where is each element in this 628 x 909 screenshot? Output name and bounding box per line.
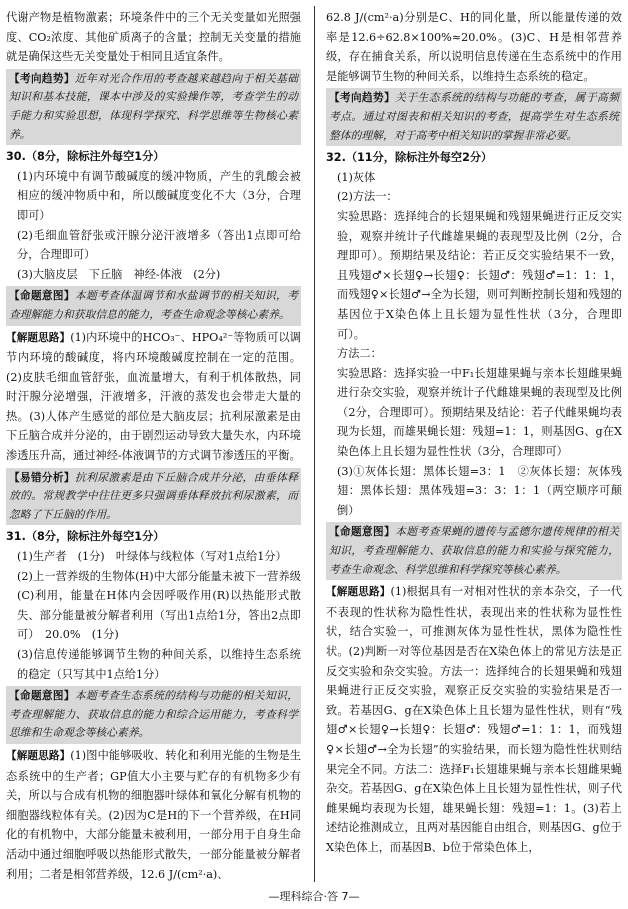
idea30-tag: 【解题思路】 [6,331,71,344]
q31-answer-3: (3)信息传递能够调节生物的种间关系，以维持生态系统的稳定（只写其中1点给1分） [17,648,301,681]
error-text: 抗利尿激素是由下丘脑合成并分泌，由垂体释放的。常规教学中往往更多只强调垂体释放抗利尿激素，而忽略了下丘脑的作用。 [9,470,298,521]
idea32-tag: 【解题思路】 [326,586,391,599]
idea32-text: (1)根据具有一对相对性状的亲本杂交，子一代不表现的性状称为隐性性状，表现出来的性状称为显性性状，结合实验一，可推测灰体为显性性状，黑体为隐性性状。(2)判断一对等位基因是否在X染色体上的常见方法是正反交实验和杂交实验。方法一：选择纯合的长翅果蝇和残翅果蝇进行正反交实验，观察正反交实验的实验结果是否一致。若基因G、g在X染色体上且长翅为显性性状，则有“残翅♂×长翅♀→长翅♀：长翅♂：残翅♂=1：1：1，而残翅♀×长翅♂→全为长翅”的实验结果，而长翅为隐性性状则结果完全不同。方法二：选择F₁长翅雄果蝇与亲本长翅雌果蝇杂交。若基因G、g在X染色体上且长翅为显性性状，则子代雌果蝇均表现为长翅，雄果蝇长翅：残翅=1：1。(3)若上述结论推测成立，且两对基因能自由组合，则基因G、g位于X染色体上，而基因B、b位于常染色体上， [326,585,622,854]
idea31 [6,746,301,884]
q32-heading: 32.（11分，除标注外每空2分） [326,151,493,165]
idea30-text: (1)内环境中的HCO₃⁻、HPO₄²⁻等物质可以调节内环境的酸碱度，将内环境酸碱度控制在一定的范围。(2)皮肤毛细血管舒张，血流量增大，有利于机体散热，同时汗腺分泌增强，汗液增多，汗液的蒸发也会带走大量的热。(3)人体产生感觉的部位是大脑皮层；抗利尿激素是由下丘脑合成并分泌的，由于剧烈运动导致大量失水，内环境渗透压升高，通过神经-体液调节的方式调节渗透压的平衡。 [6,330,301,463]
paragraph-continued: 62.8 J/(cm²·a)分别是C、H的同化量，所以能量传递的效率是12.6÷62.8×100%≈20.0%。(3)C、H是相邻营养级，存在捕食关系，所以说明信息传递在生态系统中的作用是能够调节生物的种间关系，以维持生态系统的稳定。 [326,11,622,83]
q31-answer-1: (1)生产者 (1分) 叶绿体与线粒体（写对1点给1分） [17,550,287,564]
idea31-tag: 【解题思路】 [6,749,71,762]
intent31-tag: 【命题意图】 [9,690,75,703]
q30-heading: 30.（8分，除标注外每空1分） [6,150,165,164]
error-tag: 【易错分析】 [9,471,75,484]
idea32 [326,582,622,857]
idea31-text: (1)图中能够吸收、转化和利用光能的生物是生态系统中的生产者；GP值大小主要与贮存的有机物多少有关，所以与合成有机物的细胞器叶绿体和氧化分解有机物的细胞器线粒体有关。(2)因为C是H的下一个营养级，在H同化的有机物中，大部分能量未被利用，一部分用于自身生命活动中通过细胞呼吸以热能形式散失，一部分能量被分解者利用；二者是相邻营养级，12.6 J/(cm²·a)、 [6,748,301,881]
method2-heading: 方法二： [337,347,382,361]
intent31-box [6,686,301,744]
intent32-tag: 【命题意图】 [329,526,396,539]
page-footer: —理科综合·答 7— [268,890,360,903]
error-analysis-box [6,468,301,526]
q32-answer-3: (3)①灰体长翅：黑体长翅=3：1 ②灰体长翅：灰体残翅：黑体长翅：黑体残翅=3：3：1：1（两空顺序可颠倒） [337,464,622,517]
q30-answer-3: (3)大脑皮层 下丘脑 神经-体液 (2分) [17,267,221,281]
trend2-box [326,88,622,146]
q32-answer-1: (1)灰体 [337,170,376,184]
left-column [6,8,301,884]
intent31-text: 本题考查生态系统的结构与功能的相关知识，考查理解能力、获取信息的能力和综合运用能力，考查科学思维和生命观念等核心素养。 [9,689,298,740]
intent30-tag: 【命题意图】 [9,290,75,303]
q31-heading: 31.（8分，除标注外每空1分） [6,530,165,544]
trend2-text: 关于生态系统的结构与功能的考查，属于高频考点。通过对图表和相关知识的考查，提高学生对生态系统整体的理解，对于高考中相关知识的掌握非常必要。 [329,91,620,142]
trend-box [6,69,301,145]
q31-answer-2: (2)上一营养级的生物体(H)中大部分能量未被下一营养级(C)利用，能量在H体内会因呼吸作用(R)以热能形式散失、部分能量被分解者利用（写出1点给1分，答出2点即可） 20.0% (1分) [17,569,301,642]
trend-tag: 【考向趋势】 [9,72,75,85]
intent30-text: 本题考查体温调节和水盐调节的相关知识，考查理解能力和获取信息的能力，考查生命观念等核心素养。 [9,289,298,321]
intent30-box [6,286,301,325]
q30-answer-1: (1)内环境中有调节酸碱度的缓冲物质，产生的乳酸会被相应的缓冲物质中和，所以酸碱度变化不大（3分，合理即可） [17,169,301,222]
method1-text: 实验思路：选择纯合的长翅果蝇和残翅果蝇进行正反交实验，观察并统计子代雌雄果蝇的表现型及比例（2分，合理即可）。预期结果及结论：若正反交实验结果不一致，且残翅♂×长翅♀→长翅♀：长翅♂：残翅♂=1：1：1，而残翅♀×长翅♂→全为长翅，则可判断控制长翅和残翅的基因位于X染色体上且长翅为显性性状（3分，合理即可）。 [337,209,622,341]
trend2-tag: 【考向趋势】 [329,92,396,105]
paragraph-intro: 代谢产物是植物激素；环境条件中的三个无关变量如光照强度、CO₂浓度、其他矿质离子的含量；控制无关变量的措施就是确保这些无关变量处于相同且适宜条件。 [6,11,301,64]
method2-text: 实验思路：选择实验一中F₁长翅雄果蝇与亲本长翅雌果蝇进行杂交实验，观察并统计子代雌雄果蝇的表现型及比例（2分，合理即可）。预期结果及结论：若子代雌果蝇均表现为长翅，而雄果蝇长翅：残翅=1：1，则基因G、g在X染色体上且长翅为显性性状（3分，合理即可） [337,366,622,459]
intent32-box [326,522,622,580]
intent32-text: 本题考查果蝇的遗传与孟德尔遗传规律的相关知识，考查理解能力、获取信息的能力和实验与探究能力，考查生命观念、科学思维和科学探究等核心素养。 [329,525,620,576]
q30-answer-2: (2)毛细血管舒张或汗腺分泌汗液增多（答出1点即可给分，合理即可） [17,228,301,262]
column-divider [314,6,315,882]
idea30 [6,328,301,466]
q32-answer-2: (2)方法一： [337,190,398,204]
right-column [326,8,622,858]
trend-text: 近年对光合作用的考查越来越趋向于相关基础知识和基本技能，课本中涉及的实验操作等，考查学生的动手能力和实验思想，体现科学探究、科学思维等生物核心素养。 [9,71,298,141]
